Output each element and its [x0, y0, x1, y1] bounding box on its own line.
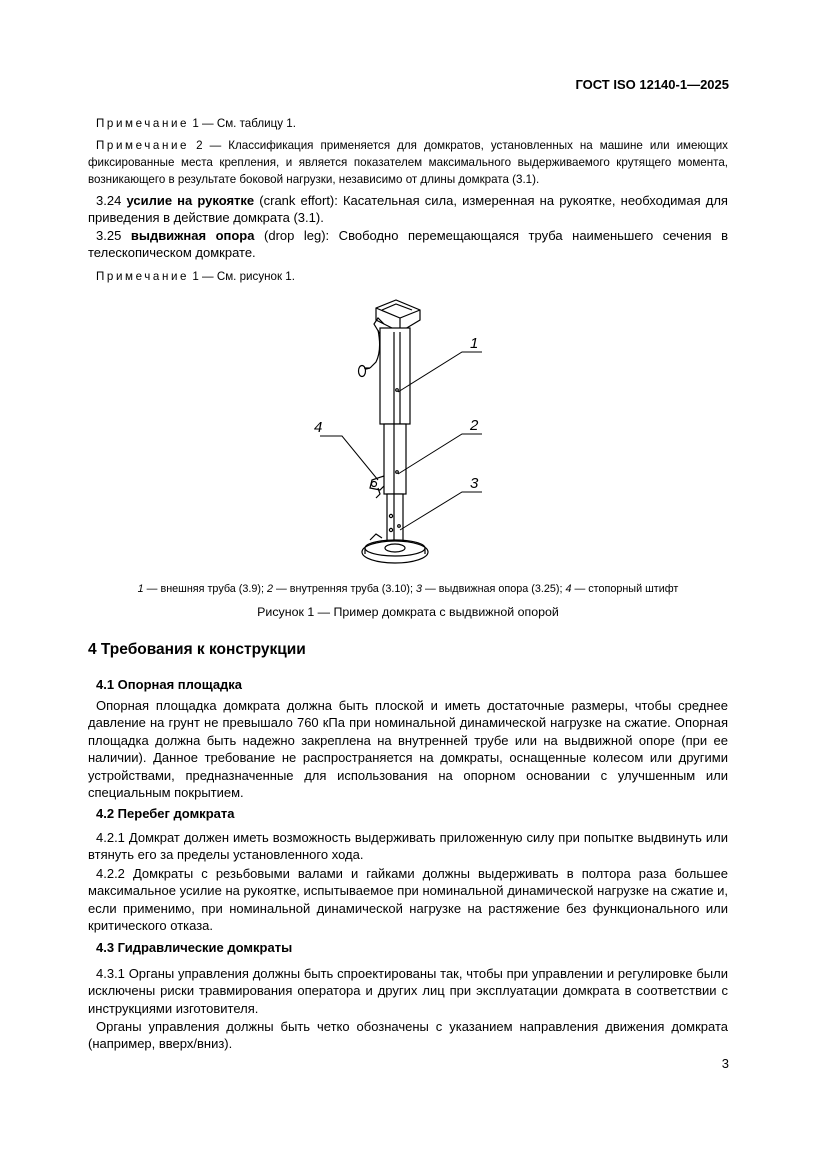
legend-num: 2 — [266, 583, 273, 595]
paragraph-text: Опорная площадка домкрата должна быть плоской и иметь достаточные размеры, чтобы среднее давление на грунт не превышало 760 кПа при номинальной динамической нагрузке на сжатие. Опорная площадка должна быть надежно закреплена на внутренней трубе или на выдвижной опоре (при ее наличии). Данное требование не распространяется на домкраты, оснащенные колесом или другими устройствами, предназначенные для использования на опорном основании с улучшенным или специальным покрытием. — [88, 698, 728, 801]
legend-num: 3 — [415, 583, 422, 595]
page-number: 3 — [721, 1056, 729, 1071]
note-figure — [88, 268, 728, 285]
subsection-title: 4.3 Гидравлические домкраты — [96, 940, 293, 955]
note-2 — [88, 137, 728, 188]
legend-num: 1 — [137, 583, 144, 595]
term-name: усилие на рукоятке — [126, 193, 255, 208]
callout-2: 2 — [470, 417, 479, 434]
leader-2 — [398, 434, 482, 474]
figure-caption: Рисунок 1 — Пример домкрата с выдвижной опорой — [257, 605, 559, 619]
inner-tube — [384, 424, 406, 494]
subsection-title: 4.2 Перебег домкрата — [96, 806, 235, 821]
outer-tube — [380, 328, 410, 424]
leader-3 — [400, 492, 482, 530]
leader-1 — [398, 352, 482, 392]
leader-4 — [320, 436, 378, 480]
subsection-4-1-heading — [88, 677, 728, 692]
section-title: 4 Требования к конструкции — [88, 641, 306, 658]
legend-text: — внешняя труба (3.9); — [143, 583, 267, 595]
section-4-heading — [88, 641, 728, 659]
term-3-25 — [88, 227, 728, 262]
subsection-title: 4.1 Опорная площадка — [96, 677, 243, 692]
term-name: выдвижная опора — [130, 228, 255, 243]
paragraph-text: Органы управления должны быть четко обозначены с указанием направления движения домкрата (например, вверх/вниз). — [88, 1019, 728, 1052]
term-definition: (drop leg): Свободно перемещающаяся труба наименьшего сечения в телескопическом домкрате. — [88, 228, 728, 261]
paragraph-4-1 — [88, 697, 728, 801]
note-text: 2 — Классификация применяется для домкратов, установленных на машине или имеющих фиксированные места крепления, и является показателем максимального выдерживаемого крутящего момента, возникающего в результате боковой нагрузки, независимо от длины домкрата (3.1). — [88, 139, 728, 186]
note-text: 1 — См. рисунок 1. — [192, 270, 295, 283]
term-3-24 — [88, 192, 728, 227]
figure-legend — [88, 583, 728, 595]
term-definition: (crank effort): Касательная сила, измеренная на рукоятке, необходимая для приведения в действие домкрата (3.1). — [88, 193, 728, 226]
note-1 — [88, 115, 728, 132]
legend-text: — стопорный штифт — [571, 583, 679, 595]
document-code-header: ГОСТ ISO 12140-1—2025 — [575, 77, 729, 92]
paragraph-text: 4.2.2 Домкраты с резьбовыми валами и гайками должны выдерживать в полтора раза большее максимальное усилие на рукоятке, испытываемое при номинальной динамической нагрузке на сжатие и, если применимо, при номинальной динамической нагрузке на растяжение без функционального или критического отказа. — [88, 866, 728, 934]
paragraph-4-2-1 — [88, 829, 728, 864]
callout-1: 1 — [470, 335, 479, 352]
legend-num: 4 — [565, 583, 572, 595]
legend-text: — внутренняя труба (3.10); — [273, 583, 416, 595]
callout-3: 3 — [470, 475, 479, 492]
term-number: 3.25 — [96, 228, 122, 243]
paragraph-text: 4.2.1 Домкрат должен иметь возможность выдерживать приложенную силу при попытке выдвинуть или втянуть его за пределы установленного хода. — [88, 830, 728, 863]
paragraph-4-3-2 — [88, 1018, 728, 1053]
note-label: Примечание — [96, 117, 190, 130]
term-number: 3.24 — [96, 193, 122, 208]
note-label: Примечание — [96, 139, 190, 152]
subsection-4-2-heading — [88, 806, 728, 821]
note-text: 1 — См. таблицу 1. — [192, 117, 296, 130]
paragraph-text: 4.3.1 Органы управления должны быть спроектированы так, чтобы при управлении и регулировке были исключены риски травмирования оператора и других лиц при эксплуатации домкрата в соответствии с инструкциями изготовителя. — [88, 966, 728, 1016]
subsection-4-3-heading — [88, 940, 728, 955]
paragraph-4-2-2 — [88, 865, 728, 935]
note-label: Примечание — [96, 270, 190, 283]
paragraph-4-3-1 — [88, 965, 728, 1017]
jack-illustration — [290, 290, 540, 575]
legend-text: — выдвижная опора (3.25); — [421, 583, 566, 595]
callout-4: 4 — [314, 419, 323, 436]
